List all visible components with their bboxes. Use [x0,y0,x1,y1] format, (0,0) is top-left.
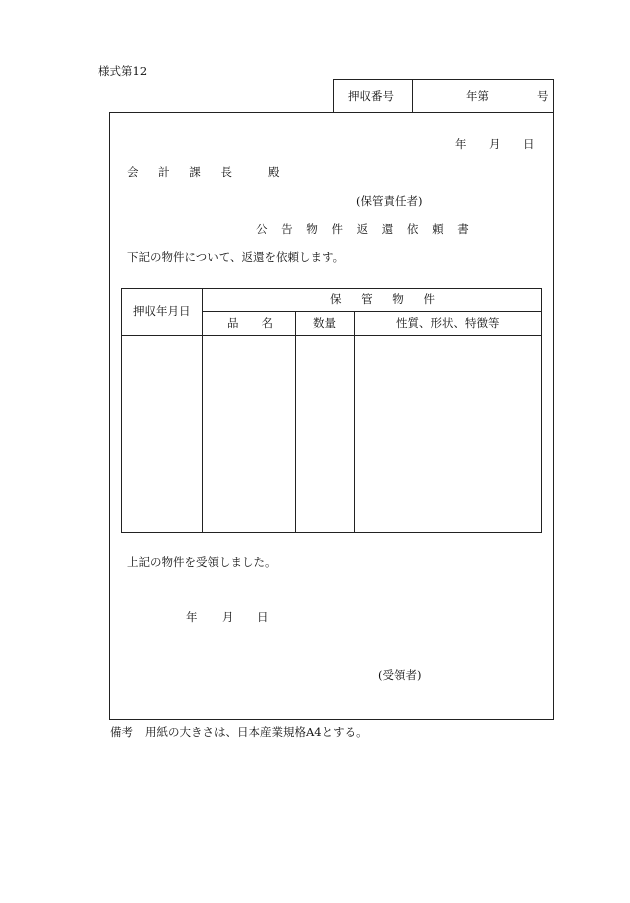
remarks-text: 用紙の大きさは、日本産業規格A4とする。 [145,725,368,739]
seizure-number-suffix: 号 [537,89,549,103]
table-vline-3 [354,311,355,533]
table-hline-group [202,311,542,312]
col-seizure-date: 押収年月日 [133,304,191,318]
seizure-number-year: 年第 [466,89,489,103]
date-year: 年 [455,137,467,151]
form-number: 様式第12 [98,64,148,78]
table-hline-header [121,335,542,336]
addressee-title: 会 計 課 長 [127,165,240,179]
addressee-honorific: 殿 [268,165,280,179]
received-date-month: 月 [222,610,234,624]
received-text: 上記の物件を受領しました。 [127,555,277,569]
table-vline-1 [202,288,203,533]
custodian-label: (保管責任者) [356,194,423,208]
col-properties: 性質、形状、特徴等 [396,316,500,330]
recipient-label: (受領者) [378,668,422,682]
document-title: 公 告 物 件 返 還 依 頼 書 [256,222,474,236]
table-vline-2 [295,311,296,533]
received-date-year: 年 [186,610,198,624]
col-quantity: 数量 [313,316,336,330]
received-date-day: 日 [257,610,269,624]
col-item-name: 品 名 [227,316,273,330]
request-text: 下記の物件について、返還を依頼します。 [127,250,345,264]
seizure-number-divider [412,79,413,113]
date-month: 月 [489,137,501,151]
col-group-header: 保 管 物 件 [330,292,443,306]
seizure-number-label: 押収番号 [348,89,394,103]
remarks-label: 備考 [110,725,133,739]
date-day: 日 [523,137,535,151]
